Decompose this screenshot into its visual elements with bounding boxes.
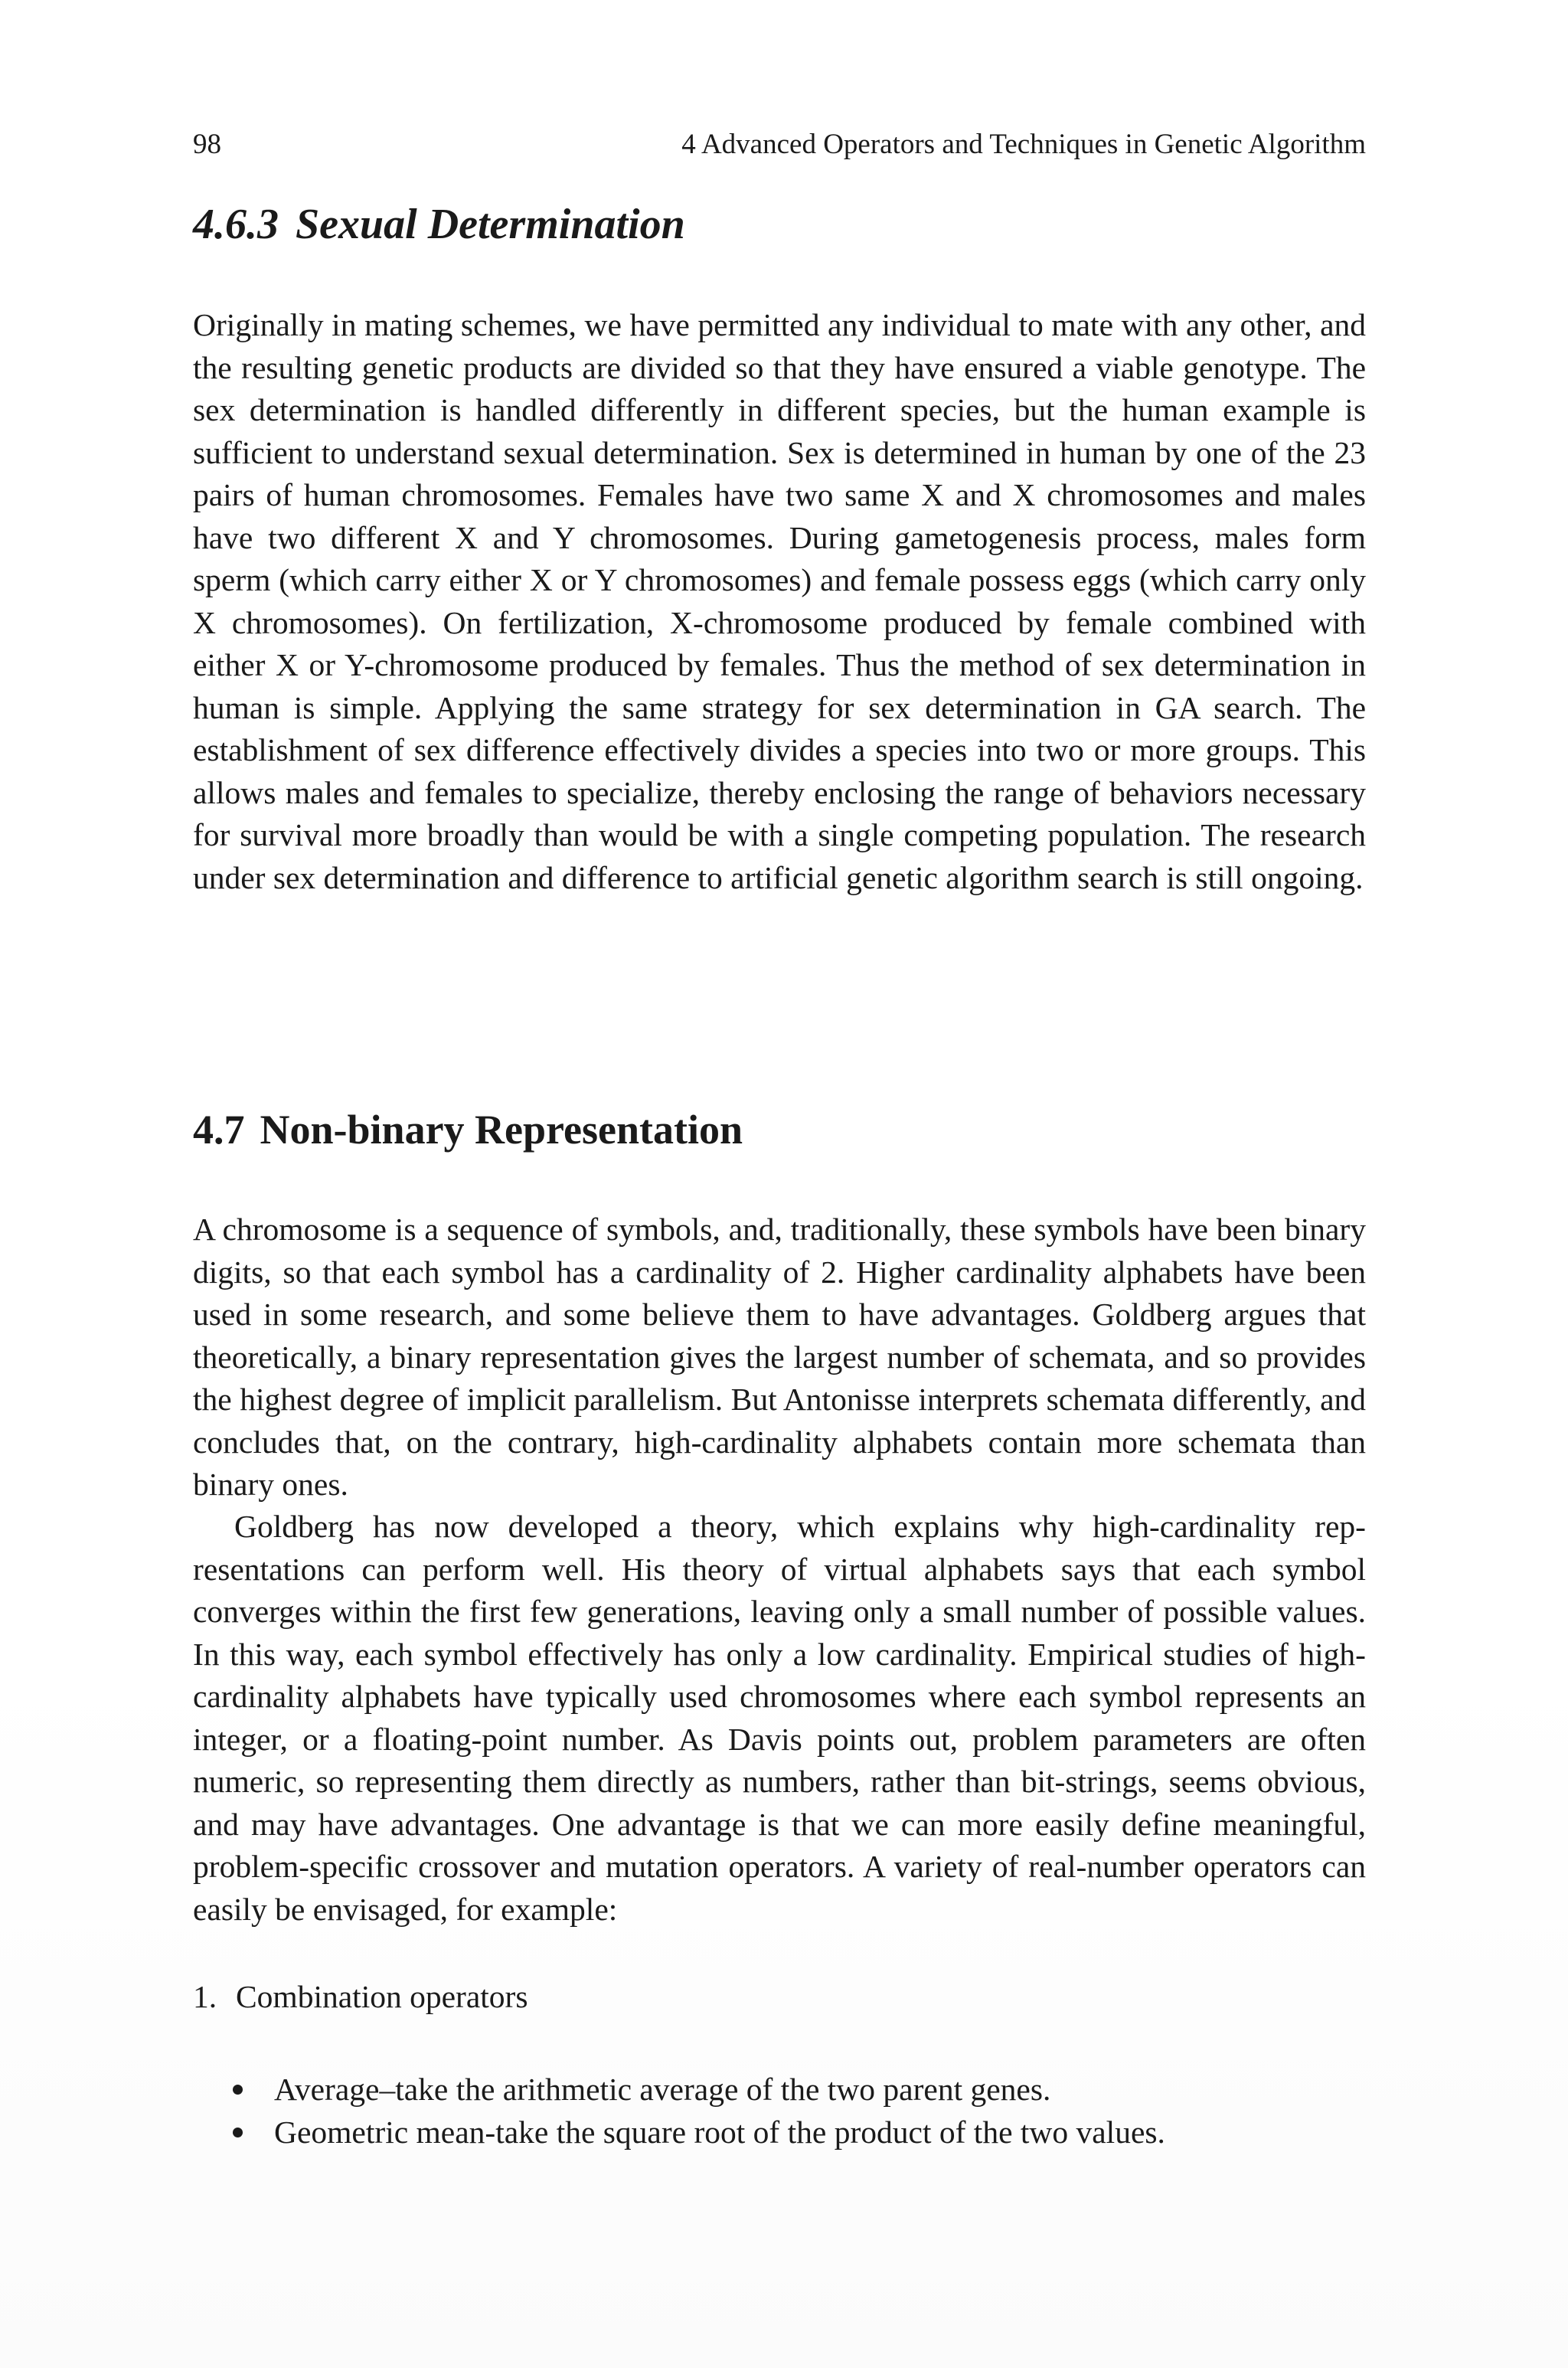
list-item-text: Average–take the arithmetic average of the two parent genes. (274, 2072, 1051, 2107)
enumerated-item (193, 1976, 528, 2019)
paragraph-sexual-determination: Originally in mating schemes, we have permitted any individual to mate with any other, and the resulting genetic products are divided so that they have ensured a viable genotype. The sex determination is handled differently in different species, but the human example is sufficient to understand sexual determination. Sex is determined in human by one of the 23 pairs of human chromosomes. Females have two same X and X chromosomes and males have two different X and Y chromosomes. During gametogenesis process, males form sperm (which carry either X or Y chromosomes) and female possess eggs (which carry only X chromosomes). On fertilization, X-chromosome produced by female combined with either X or Y-chromosome produced by females. Thus the method of sex determination in human is simple. Applying the same strategy for sex determination in GA search. The establishment of sex difference effectively divides a species into two or more groups. This allows males and females to specialize, thereby enclosing the range of behaviors necessary for survival more broadly than would be with a single competing population. The research under sex determination and difference to artificial genetic algorithm search is still ongoing. (193, 307, 1366, 895)
bullet-icon (233, 2128, 243, 2137)
list-item-text: Geometric mean-take the square root of the product of the two values. (274, 2115, 1165, 2150)
chapter-title: 4 Advanced Operators and Techniques in Genetic Algorithm (681, 129, 1366, 160)
enumeration-label: Combination operators (236, 1979, 528, 2014)
paragraph-goldberg-theory: Goldberg has now developed a theory, which explains why high-cardinality representations can perform well. His theory of virtual alphabets says that each symbol converges within the first few generations, leaving only a small number of possible values. In this way, each symbol effectively has only a low cardinality. Empirical studies of high-cardinality alphabets have typically used chromosomes where each symbol represents an integer, or a floating-point number. As Davis points out, problem parameters are often numeric, so representing them directly as numbers, rather than bit-strings, seems obvious, and may have advantages. One advantage is that we can more easily define meaningful, problem-specific crossover and mutation operators. A variety of real-number operators can easily be envisaged, for example: (193, 1509, 1366, 1927)
section-heading (193, 1103, 743, 1156)
subsection-number: 4.6.3 (193, 201, 279, 248)
list-item (233, 2068, 1165, 2111)
section-title: Non-binary Representation (260, 1107, 743, 1153)
enumeration-marker: 1. (193, 1979, 217, 2014)
subsection-heading (193, 198, 685, 251)
bullet-icon (233, 2085, 243, 2095)
section-number: 4.7 (193, 1107, 245, 1153)
bullet-list (233, 2068, 1165, 2154)
list-item (233, 2111, 1165, 2154)
subsection-title: Sexual Determination (296, 201, 685, 248)
page-number: 98 (193, 129, 221, 160)
paragraph-chromosome-symbols: A chromosome is a sequence of symbols, and, traditionally, these symbols have been binary digits, so that each symbol has a cardinality of 2. Higher cardinality alphabets have been used in some research, and some believe them to have advantages. Goldberg argues that theoretically, a binary representation gives the largest number of schemata, and so provides the highest degree of implicit parallelism. But Antonisse interprets schemata differently, and concludes that, on the contrary, high-cardinality alphabets contain more schemata than binary ones. (193, 1212, 1366, 1502)
